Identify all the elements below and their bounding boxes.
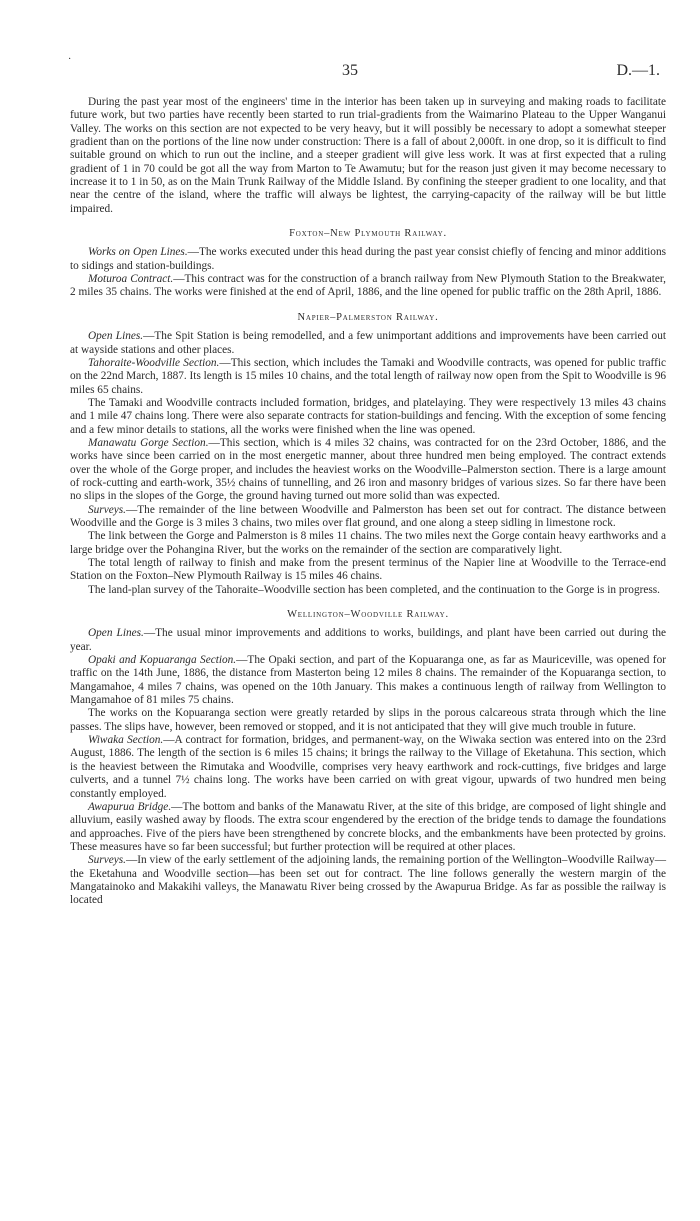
paragraph [70,734,666,801]
document-reference: D.—1. [616,62,660,79]
paragraph [70,854,666,907]
paragraph-text: —The Opaki section, and part of the Kopuaranga one, as far as Mauriceville, was opened for traffic on the 14th June, 1886, the distance from Masterton being 12 miles 8 chains. The remainder of the Kopuaranga section, to Mangamahoe, 4 miles 7 chains, was opened on the 10th January. This makes a continuous length of railway from Wellington to Mangamahoe of 81 miles 75 chains. [70,654,666,707]
paragraph-lead: Wiwaka Section. [88,734,164,747]
paragraph-lead: Opaki and Kopuaranga Section. [88,654,237,667]
paragraph-lead: Tahoraite-Woodville Section. [88,356,220,369]
section-heading-foxton: Foxton–New Plymouth Railway. [289,228,447,240]
paragraph-text: —The Spit Station is being remodelled, and a few unimportant additions and improvements have been carried out at wayside stations and other places. [70,330,666,356]
paragraph-text: —The usual minor improvements and additions to works, buildings, and plant have been carried out during the year. [70,627,666,653]
paragraph: The works on the Kopuaranga section were greatly retarded by slips in the porous calcareous strata through which the line passes. The slips have, however, been removed or stopped, and it is not anticipated that they will give much trouble in future. [70,707,666,733]
paragraph [70,357,666,397]
paragraph: The land-plan survey of the Tahoraite–Woodville section has been completed, and the continuation to the Gorge is in progress. [88,583,660,596]
paragraph-lead: Surveys. [88,503,126,516]
paragraph-lead: Open Lines. [88,627,144,640]
paragraph-text: —The works executed under this head during the past year consist chiefly of fencing and minor additions to sidings and station-buildings. [70,246,666,272]
paragraph [70,801,666,854]
paragraph-text: —A contract for formation, bridges, and permanent-way, on the Wiwaka section was entered into on the 23rd August, 1886. The length of the section is 6 miles 15 chains; it brings the railway to the Village of Eketahuna. This section, which is the heaviest between the Rimutaka and Woodville, comprises very heavy earthwork and rock-cuttings, five bridges and large culverts, and a tunnel 7½ chains long. The works have been carried on with great vigour, upwards of two hundred men being constantly employed. [70,734,667,800]
paragraph-lead: Manawatu Gorge Section. [88,436,209,449]
page-number: 35 [342,62,358,79]
section-heading-wellington: Wellington–Woodville Railway. [287,609,449,621]
paragraph-lead: Open Lines. [88,330,144,343]
paragraph: The total length of railway to finish and make from the present terminus of the Napier line at Woodville to the Terrace-end Station on the Foxton–New Plymouth Railway is 15 miles 46 chains. [70,557,666,583]
paragraph-text: —This section, which includes the Tamaki and Woodville contracts, was opened for public traffic on the 22nd March, 1887. Its length is 15 miles 10 chains, and the total length of railway now open from the Spit to Woodville is 96 miles 65 chains. [70,356,666,396]
paragraph [70,437,666,504]
paragraph [70,330,666,357]
paragraph-text: —This contract was for the construction of a branch railway from New Plymouth Station to the Breakwater, 2 miles 35 chains. The works were finished at the end of April, 1886, and the line opened for public traffic on the 28th April, 1886. [70,273,666,299]
paragraph-lead: Awapurua Bridge. [88,800,172,813]
paragraph [70,654,666,707]
section-heading-napier: Napier–Palmerston Railway. [297,311,439,323]
paragraph: The link between the Gorge and Palmerston is 8 miles 11 chains. The two miles next the Gorge contain heavy earthworks and a large bridge over the Pohangina River, but the works on the remainder of the section are comparatively light. [70,530,666,556]
paragraph-text: —This section, which is 4 miles 32 chains, was contracted for on the 23rd October, 1886, and the works have since been carried on in the most energetic manner, about three hundred men being employed. The contract extends over the whole of the Gorge proper, and includes the heaviest works on the Woodville–Palmerston section. There is a large amount of rock-cutting and earth-work, 35½ chains of tunnelling, and 26 iron and masonry bridges of various sizes. So far there have been no slips in the slopes of the Gorge, the ground having turned out more solid than was expected. [70,436,666,503]
paragraph-text: —In view of the early settlement of the adjoining lands, the remaining portion of the Wellington–Woodville Railway—the Eketahuna and Woodville section—has been set out for contract. The line follows generally the western margin of the Mangatainoko and Makakihi valleys, the Manawatu River being crossed by the Awapurua Bridge. As far as possible the railway is located [70,854,666,907]
document-body [70,96,666,908]
paragraph-text: —The bottom and banks of the Manawatu River, at the site of this bridge, are composed of light shingle and alluvium, easily washed away by floods. The extra scour engendered by the erection of the bridge tends to damage the foundations and approaches. Five of the piers have been strengthened by concrete blocks, and the embankments have been protected by groins. These measures have so far been successful; but further protection will be required at other places. [70,800,666,853]
paragraph [70,627,666,654]
stray-mark: · [68,54,72,65]
paragraph-lead: Moturoa Contract. [88,273,174,286]
paragraph [70,246,666,273]
paragraph-lead: Surveys. [88,854,126,867]
paragraph [70,273,666,300]
paragraph [70,504,666,531]
paragraph: The Tamaki and Woodville contracts included formation, bridges, and platelaying. They were respectively 13 miles 43 chains and 1 mile 47 chains long. There were also separate contracts for station-buildings and fencing. With the exception of some fencing and a few minor details to stations, all the works were finished when the line was opened. [70,396,666,436]
intro-paragraph: During the past year most of the engineers' time in the interior has been taken up in surveying and making roads to facilitate future work, but two parties have recently been started to run trial-gradients from the Waimarino Plateau to the Upper Wanganui Valley. The works on this section are not expected to be very heavy, but it will possibly be necessary to adopt a somewhat steeper gradient than on the portions of the line now under construction: There is a fall of about 2,000ft. in one drop, so it is difficult to find suitable ground on which to run out the incline, and a steeper gradient will give less work. It was at first expected that a ruling gradient of 1 in 70 could be got all the way from Marton to Te Awamutu; but for the reason just given it may become necessary to increase it to 1 in 50, as on the Main Trunk Railway of the Middle Island. By confining the steeper gradient to one locality, and that near the centre of the island, where the traffic will always be lightest, the carrying-capacity of the railway will be but little impaired. [70,96,666,215]
paragraph-lead: Works on Open Lines. [88,246,188,259]
paragraph-text: —The remainder of the line between Woodville and Palmerston has been set out for contract. The distance between Woodville and the Gorge is 3 miles 3 chains, two miles over flat ground, and one along a steep sidling in limestone rock. [70,503,666,529]
